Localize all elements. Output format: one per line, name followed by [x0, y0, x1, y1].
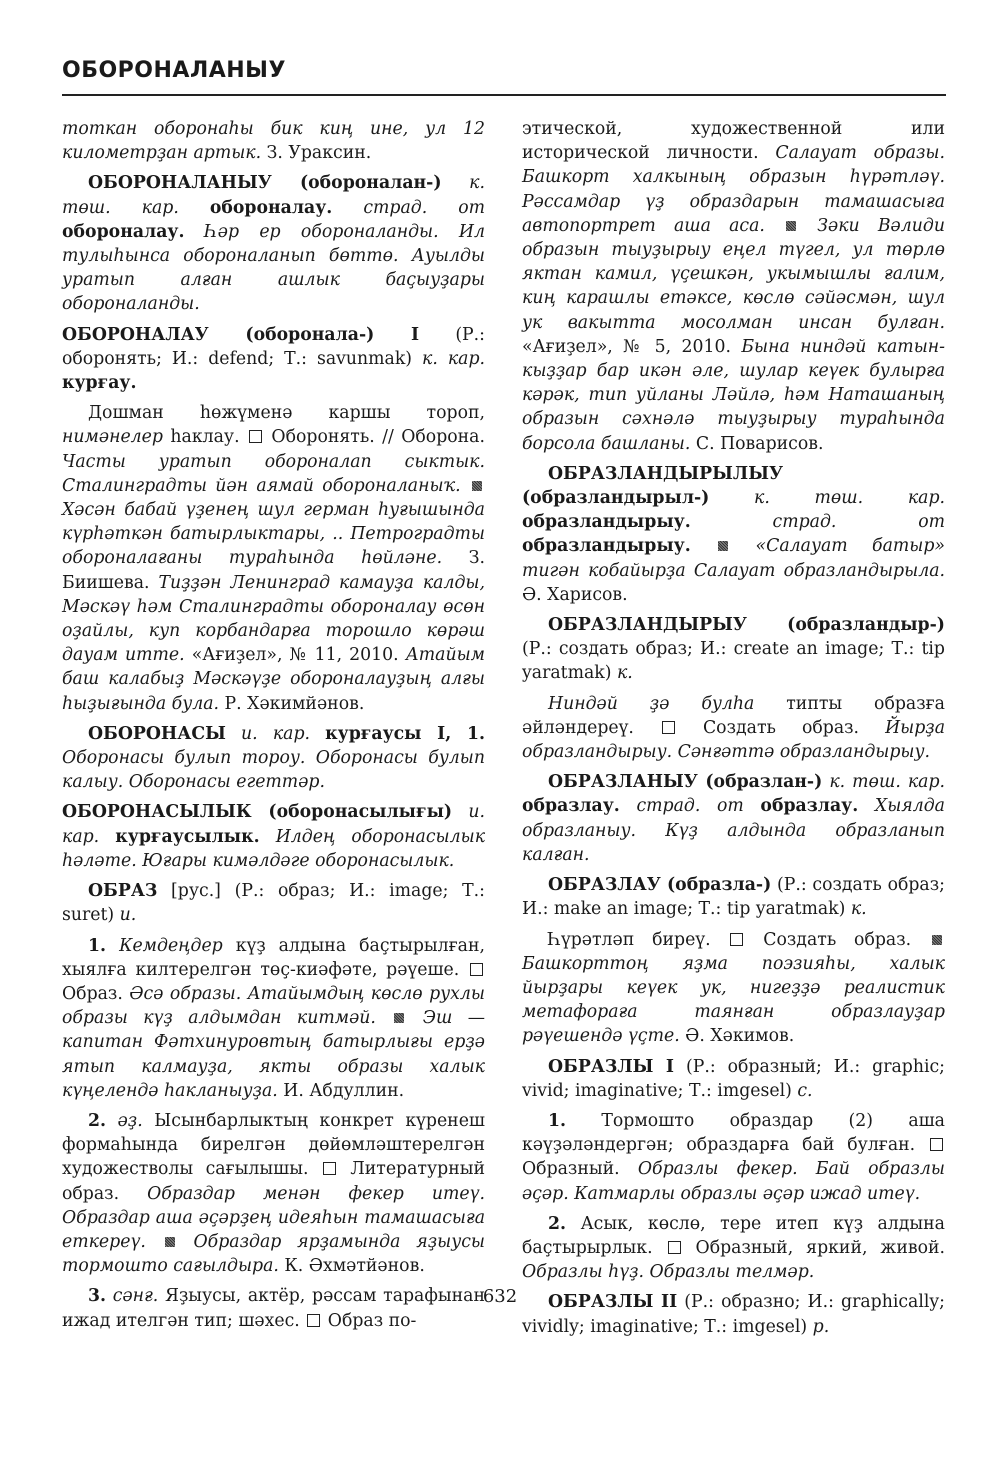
russian-equivalent-square-icon: [930, 1138, 943, 1151]
example-quote-square-icon: [165, 1237, 175, 1247]
example-quote-square-icon: [932, 935, 942, 945]
dictionary-entry: ОБОРОНАСЫ и. кар. курғаусы I, 1. Оборонасы булып тороу. Оборонасы булып калыу. Оборонасы егеттәр.: [62, 723, 486, 793]
dictionary-entry: ОБРАЗЛАНДЫРЫЛЫУ (образландырыл-) к. төш. кар. образландырыу. страд. от образландырыу. «Салауат батыр» тигән кобайырҙа Салауат образландырыла. Ә. Харисов.: [522, 463, 946, 605]
dictionary-entry: тоткан оборонаһы бик киң ине, ул 12 километрҙан артык. З. Ураксин.: [62, 119, 485, 164]
example-quote-square-icon: [718, 541, 728, 551]
dictionary-entry: ОБОРОНАЛАУ (оборонала-) I (Р.: оборонять; И.: defend; Т.: savunmak) к. кар. курғау.: [62, 324, 486, 394]
page-number: 632: [482, 1286, 518, 1307]
example-quote-square-icon: [394, 1013, 404, 1023]
dictionary-entry: 1. Тормошто образдар (2) аша кәүҙәләндергән; образдарға бай булған. Образный. Образлы фекер. Бай образлы әҫәр. Катмарлы образлы әҫәр ижад итеү.: [522, 1110, 946, 1204]
dictionary-entry: ОБОРОНАЛАНЫУ (обороналан-) к. төш. кар. обороналау. страд. от обороналау. Һәр ер обороналанды. Ил тулыһынса обороналанып бөттө. Ауылды уратып алған ашлык баҫыуҙары обороналанды.: [62, 173, 485, 315]
russian-equivalent-square-icon: [470, 963, 483, 976]
dictionary-entry: Ниндәй ҙә булһа типты образға әйләндереү. Создать образ. Йырҙа образландырыу. Сәнғәттә образландырыу.: [522, 693, 946, 763]
example-quote-square-icon: [786, 221, 796, 231]
dictionary-entry: 2. әҙ. Ысынбарлыктың конкрет күренеш формаһында бирелгән дөйөмләштерелгән художестволы сағылышы. Литературный образ. Образдар менән фекер итеү. Образдар аша әҫәрҙең идеяһын тамашасыға еткереү. Образдар ярҙамында яҙыусы тормошто сағылдыра. К. Әхмәтйәнов.: [62, 1110, 485, 1277]
example-quote-square-icon: [472, 481, 482, 491]
dictionary-entry: Дошман һөжүменә каршы тороп, нимәнелер һаклау. Оборонять. // Оборона. Часты уратып обороналап сыктык. Сталинградты йән аямай обороналаныҡ. Хәсән бабай үҙенең шул герман һуғышында күрһәткән батырлыктары, .. Петроградты обороналағаны тураһында һөйләне. З. Биишева. Тиҙҙән Ленинград камауҙа калды, Мәскәү һәм Сталинградты обороналау өсөн оҙайлы, куп корбандарға торошло көрәш дауам итте. «Ағиҙел», № 11, 2010. Атайым баш калабыҙ Мәскәүҙе обороналауҙың алғы һыҙығында була. Р. Хәкимйәнов.: [62, 403, 486, 714]
header-rule: [62, 94, 946, 96]
dictionary-entry: ОБРАЗЛАНЫУ (образлан-) к. төш. кар. образлау. страд. от образлау. Хыялда образланыу. Күҙ алдында образланып калған.: [522, 772, 946, 865]
dictionary-entry: ОБРАЗЛЫ I (Р.: образный; И.: graphic; vivid; imaginative; Т.: imgesel) с.: [522, 1056, 945, 1101]
left-column: [62, 117, 485, 1339]
russian-equivalent-square-icon: [249, 430, 262, 443]
dictionary-entry: 1. Кемдеңдер күҙ алдына баҫтырылған, хыялға килтерелгән төҫ-киәфәте, рәүеше. Образ. Әсә образы. Атайымдың көслө рухлы образы күҙ алдымдан китмәй. Эш — капитан Фәтхинуровтың батырлығы ерҙә ятып калмауҙа, якты образы халык күңелендә һакланыуҙа. И. Абдуллин.: [62, 935, 485, 1101]
russian-equivalent-square-icon: [307, 1314, 320, 1327]
dictionary-entry: ОБРАЗ [рус.] (Р.: образ; И.: image; Т.: suret) и.: [62, 881, 485, 926]
russian-equivalent-square-icon: [730, 933, 743, 946]
dictionary-entry: ОБОРОНАСЫЛЫК (оборонасылығы) и. кар. курғаусылык. Илдең оборонасылык һәләте. Юғары кимәлдәге оборонасылык.: [62, 802, 486, 871]
running-head: ОБОРОНАЛАНЫУ: [62, 58, 286, 83]
dictionary-entry: 3. сәнғ. Яҙыусы, актёр, рәссам тарафынан ижад ителгән тип; шәхес. Образ по-: [62, 1286, 485, 1331]
dictionary-entry: 2. Асык, көслө, тере итеп күҙ алдына баҫтырырлык. Образный, яркий, живой. Образлы һүҙ. Образлы телмәр.: [522, 1213, 945, 1283]
russian-equivalent-square-icon: [668, 1241, 681, 1254]
right-column: [522, 117, 945, 1345]
dictionary-entry: Һүрәтләп биреү. Создать образ. Башкорттоң яҙма поэзияһы, халык йырҙары кеүек ук, нигеҙҙә реалистик метафораға таянған образлауҙар рәүешендә үҫте. Ә. Хәкимов.: [522, 929, 945, 1047]
dictionary-entry: ОБРАЗЛАНДЫРЫУ (образландыр-) (Р.: создать образ; И.: create an image; Т.: tip yaratmak) к.: [522, 615, 945, 684]
russian-equivalent-square-icon: [323, 1162, 336, 1175]
russian-equivalent-square-icon: [662, 721, 675, 734]
dictionary-entry: ОБРАЗЛЫ II (Р.: образно; И.: graphically; vividly; imaginative; Т.: imgesel) р.: [522, 1292, 945, 1337]
dictionary-entry: ОБРАЗЛАУ (образла-) (Р.: создать образ; И.: make an image; Т.: tip yaratmak) к.: [522, 875, 945, 920]
dictionary-entry: этической, художественной или исторической личности. Салауат образы. Башкорт халкының образын һүрәтләү. Рәссамдар үҙ образдарын тамашасыға автопортрет аша аса. Зәки Вәлиди образын тыуҙырыу еңел түгел, ул төрлө яктан камил, үҫешкән, укымышлы ғалим, киң карашлы етәксе, көслө сәйәсмән, шул ук вакытта мосолман инсан булған. «Ағиҙел», № 5, 2010. Бына ниндәй катын-кыҙҙар бар икән әле, шулар кеүек булырға кәрәк, тип уйланы Ләйлә, һәм Наташаның образын сәхнәлә тыуҙырыу тураһында борсола башланы. С. Поварисов.: [522, 119, 945, 454]
